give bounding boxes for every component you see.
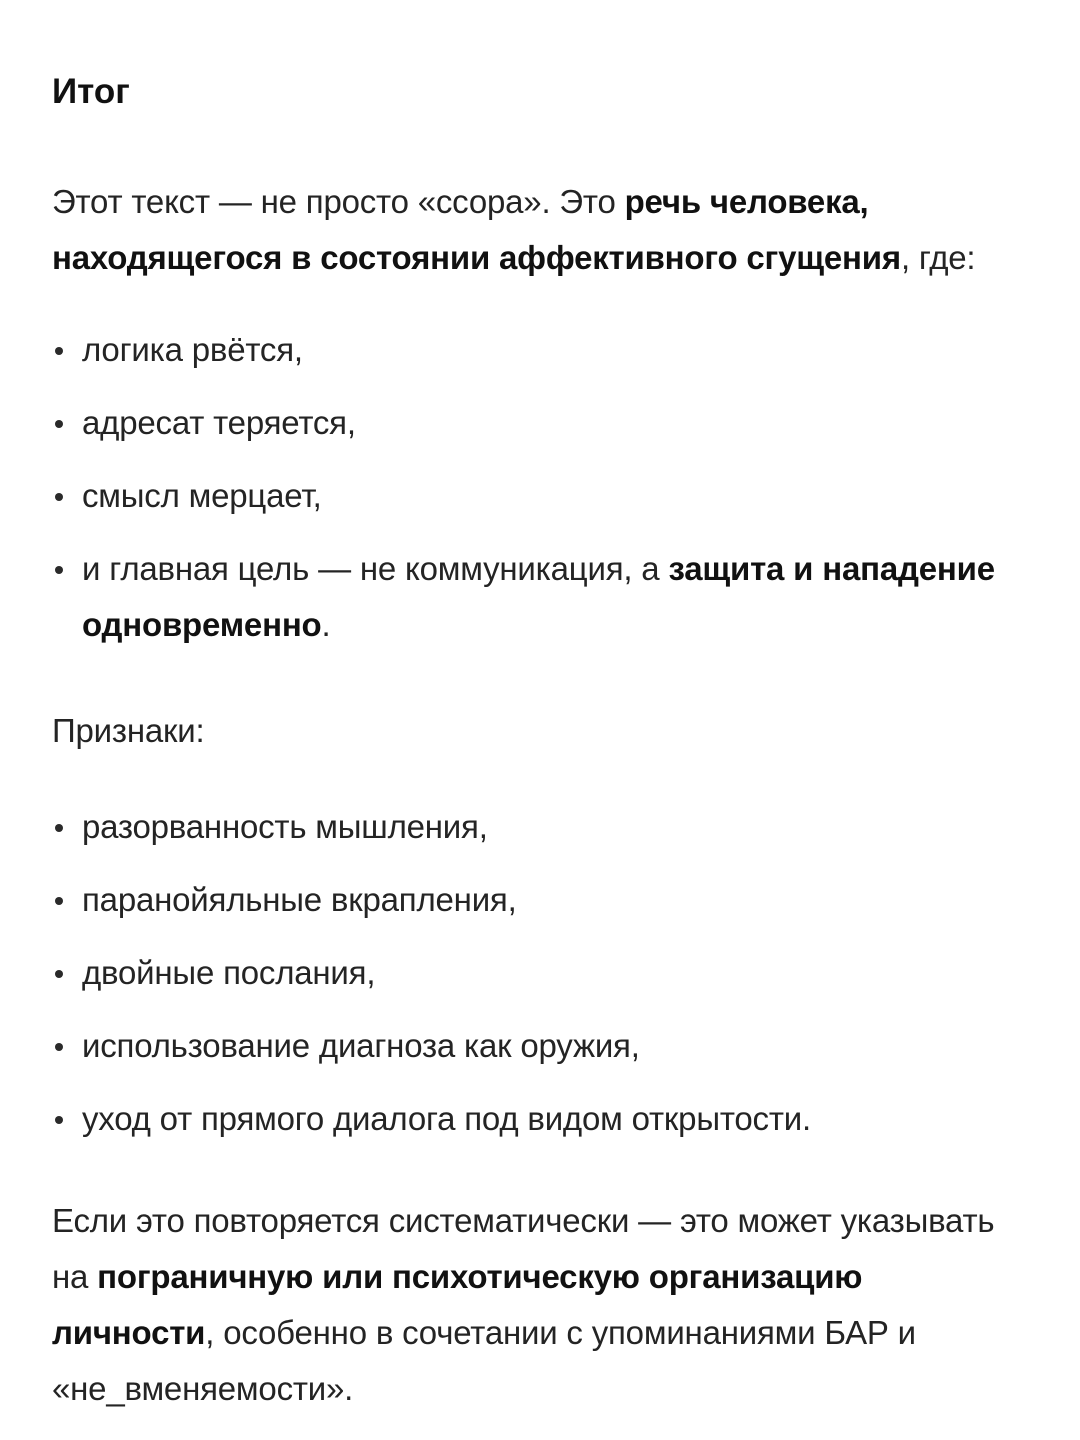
list-item-text: смысл мерцает,: [82, 477, 322, 514]
section-heading: Итог: [52, 72, 130, 111]
conclusion-paragraph: [52, 1193, 1028, 1417]
list-item: [52, 1018, 1028, 1074]
signs-label: Признаки:: [52, 712, 205, 749]
list-item: [52, 872, 1028, 928]
conclusion-bold-phrase: пограничную или психотическую организацию личности: [52, 1258, 863, 1351]
bullet-icon: [55, 347, 63, 355]
bullet-icon: [55, 1043, 63, 1051]
conclusion-text-end: , особенно в сочетании с упоминаниями БАР и «не_вменяемости».: [52, 1314, 916, 1407]
list-item-text: логика рвётся,: [82, 331, 303, 368]
list-item-text: уход от прямого диалога под видом открытости.: [82, 1100, 811, 1137]
list-item: [52, 395, 1028, 451]
intro-text-end: , где:: [900, 239, 976, 276]
list-item-text: паранойяльные вкрапления,: [82, 881, 517, 918]
intro-paragraph: [52, 174, 1028, 286]
bullet-icon: [55, 493, 63, 501]
signs-list: [52, 799, 1028, 1147]
features-list: [52, 322, 1028, 653]
list-item: [52, 322, 1028, 378]
conclusion-text-start: Если это повторяется систематически — это может указывать на: [52, 1202, 995, 1295]
list-item-text: разорванность мышления,: [82, 808, 488, 845]
list-item-text: двойные послания,: [82, 954, 376, 991]
bullet-icon: [55, 566, 63, 574]
list-item-text-end: .: [321, 606, 331, 643]
list-item-bold-phrase: защита и нападение одновременно: [82, 550, 995, 643]
intro-bold-phrase: речь человека, находящегося в состоянии аффективного сгущения: [52, 183, 901, 276]
bullet-icon: [55, 420, 63, 428]
list-item: [52, 541, 1028, 653]
list-item-text-start: и главная цель — не коммуникация, а: [82, 550, 669, 587]
list-item-text: адресат теряется,: [82, 404, 356, 441]
bullet-icon: [55, 1116, 63, 1124]
bullet-icon: [55, 824, 63, 832]
intro-text-start: Этот текст — не просто «ссора». Это: [52, 183, 625, 220]
list-item: [52, 799, 1028, 855]
bullet-icon: [55, 970, 63, 978]
list-item: [52, 945, 1028, 1001]
list-item: [52, 468, 1028, 524]
list-item-text: использование диагноза как оружия,: [82, 1027, 640, 1064]
list-item: [52, 1091, 1028, 1147]
bullet-icon: [55, 897, 63, 905]
